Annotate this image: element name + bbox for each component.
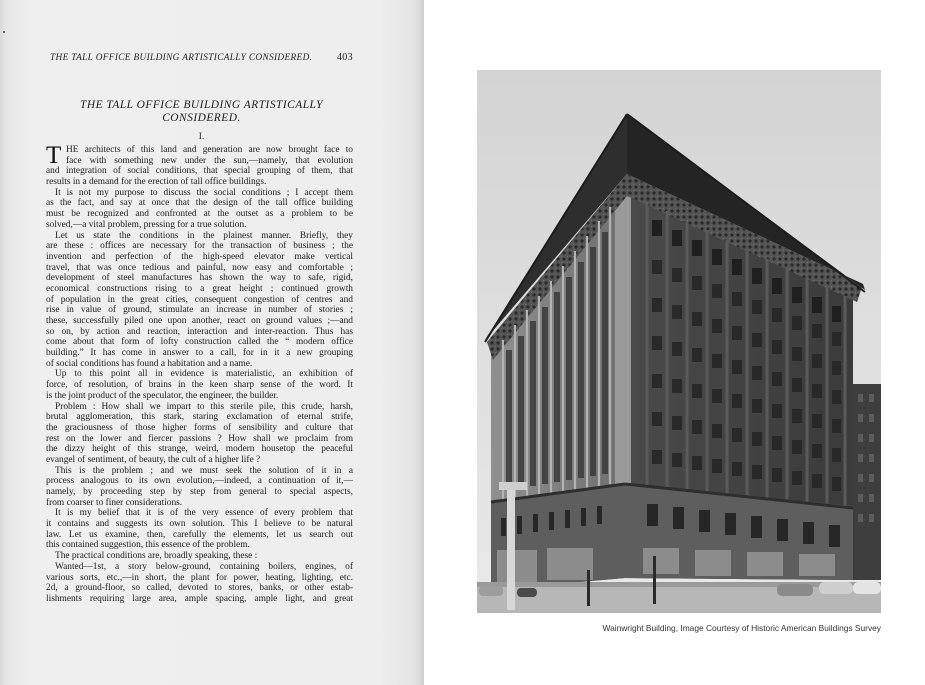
article-title-line-2: CONSIDERED. — [162, 111, 241, 124]
body-text-line: process analogous to its own evolution,—indeed, a continuation of it,— — [46, 476, 353, 487]
street-pole — [507, 490, 515, 610]
book-page — [0, 0, 424, 685]
drop-cap: T — [46, 142, 62, 169]
body-text-line: of population in the great cities, consequent congestion of centres and — [46, 294, 353, 305]
body-text-line: as the fact, and say at once that the design of the tall office building — [46, 198, 353, 209]
body-text-line: HE architects of this land and generation are now brought face to — [66, 145, 353, 155]
body-text-line: results in a demand for the erection of tall office buildings. — [46, 177, 267, 188]
running-head-title: THE TALL OFFICE BUILDING ARTISTICALLY CONSIDERED. — [50, 53, 313, 63]
wainwright-building-image — [477, 70, 881, 613]
body-text-line: Let us state the conditions in the plainest manner. Briefly, they — [55, 230, 353, 241]
body-text-line: invention and perfection of the high-speed elevator make vertical — [46, 251, 353, 262]
body-text-line: this contained suggestion, this essence of the problem. — [46, 540, 250, 551]
scan-speck — [3, 31, 5, 33]
body-text-line: the dizzy height of this strange, weird, modern housetop the peaceful — [46, 444, 353, 455]
body-text-line: Problem : How shall we impart to this sterile pile, this crude, harsh, — [55, 401, 353, 412]
body-text-line: namely, by proceeding step by step from general to special aspects, — [46, 487, 353, 497]
body-text-line: building.” It has come in answer to a call, for in it a new grouping — [46, 348, 353, 359]
body-text-line: brutal agglomeration, this stark, staring exclamation of eternal strife, — [46, 412, 353, 423]
body-text-line: from coarser to finer considerations. — [46, 497, 183, 508]
body-text-line: This is the problem ; and we must seek the solution of it in a — [55, 465, 353, 476]
body-text-line: rest on the lower and fiercer passions ? How shall we proclaim from — [46, 433, 353, 444]
body-text-line: The practical conditions are, broadly speaking, these : — [55, 551, 258, 562]
body-text-line: lishments requiring large area, ample spacing, ample light, and great — [46, 593, 353, 604]
body-text-line: Wanted—1st, a story below-ground, containing boilers, engines, of — [55, 561, 353, 572]
body-text-line: Up to this point all in evidence is materialistic, an exhibition of — [55, 369, 353, 380]
body-text-line: is the joint product of the speculator, the engineer, the builder. — [46, 390, 279, 401]
running-head — [50, 52, 353, 66]
body-text-line: 2d, a ground-floor, so called, devoted to stores, banks, or other estab- — [46, 583, 353, 594]
building-photo — [477, 70, 881, 613]
body-text-line: the graciousness of those higher forms of sensibility and culture that — [46, 422, 353, 433]
body-text-line: face with something new under the sun,—namely, that evolution — [66, 155, 353, 166]
body-text-line: and integration of social conditions, that special grouping of them, that — [46, 166, 353, 177]
body-text-line: force, of resolution, of brains in the keen sharp sense of the word. It — [46, 380, 353, 391]
body-text-line: economical constructions rising to a great height ; continued growth — [46, 283, 353, 294]
body-text-line: law. Let us examine, then, carefully the elements, let us search out — [46, 529, 353, 540]
neighbor-building — [853, 384, 881, 580]
body-text-line: it contains and suggests its own solution. This I believe to be natural — [46, 519, 353, 530]
article-body — [46, 142, 353, 605]
section-numeral: I. — [198, 132, 205, 142]
body-text-line: travel, that was once tedious and painful, now easy and comfortable ; — [46, 262, 353, 273]
photo-caption: Wainwright Building, Image Courtesy of Historic American Buildings Survey — [602, 623, 881, 633]
body-text-line: these, successfully piled one upon another, react on ground values ;—and — [46, 316, 353, 326]
body-text-line: development of steel manufactures has shown the way to safe, rigid, — [46, 273, 353, 284]
article-title — [50, 99, 353, 124]
body-text-line: various sorts, etc.,—in short, the plant for power, heating, lighting, etc. — [46, 572, 353, 583]
body-text-line: must be recognized and confronted at the outset as a problem to be — [46, 209, 353, 220]
body-text-line: are these : offices are necessary for the transaction of business ; the — [46, 241, 353, 252]
body-text-line: so on, by action and reaction, interaction and inter-reaction. Thus has — [46, 326, 353, 337]
body-text-line: rise in value of ground, stimulate an increase in number of stories ; — [46, 305, 353, 316]
article-title-line-1: THE TALL OFFICE BUILDING ARTISTICALLY — [80, 99, 323, 111]
body-text-line: It is not my purpose to discuss the social conditions ; I accept them — [55, 187, 353, 198]
body-text-line: come about that form of lofty construction called the “ modern office — [46, 337, 353, 348]
body-text-line: It is my belief that it is of the very essence of every problem that — [55, 508, 353, 519]
body-text-line: of social conditions has found a habitation and a name. — [46, 358, 253, 369]
body-text-line: evangel of sentiment, of beauty, the cult of a higher life ? — [46, 454, 261, 465]
body-text-line: solved,—a vital problem, pressing for a true solution. — [46, 219, 247, 230]
page-number: 403 — [336, 52, 353, 63]
